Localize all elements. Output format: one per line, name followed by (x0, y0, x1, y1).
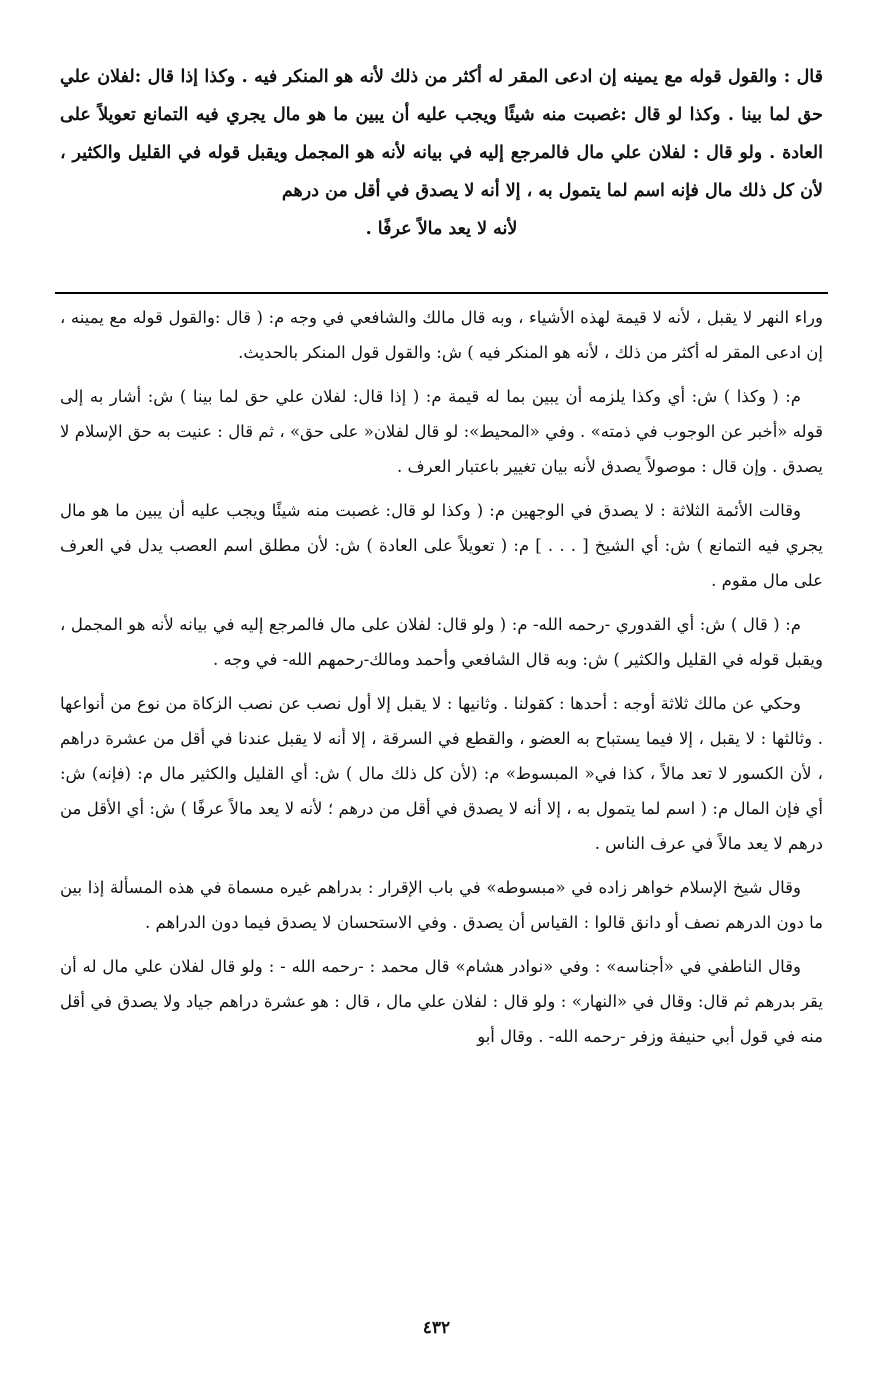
matn-body: قال : والقول قوله مع يمينه إن ادعى المقر له أكثر من ذلك لأنه هو المنكر فيه . وكذا إذا قال :لفلان علي حق لما بينا . وكذا لو قال :غصبت منه شيئًا ويجب عليه أن يبين ما هو مال يجري فيه التمانع تعويلاً على العادة . ولو قال : لفلان علي مال فالمرجع إليه في بيانه لأنه هو المجمل ويقبل قوله في القليل والكثير ، لأن كل ذلك مال فإنه اسم لما يتمول به ، إلا أنه لا يصدق في أقل من درهم (60, 67, 824, 201)
sharh-commentary (60, 300, 823, 1063)
commentary-paragraph-7: وقال الناطفي في «أجناسه» : وفي «نوادر هشام» قال محمد : -رحمه الله - : ولو قال لفلان علي مال له أن يقر بدرهم ثم قال: وقال في «النهار» : ولو قال : لفلان علي مال ، قال : هو عشرة دراهم جياد ولا يصدق في أقل منه في قول أبي حنيفة وزفر -رحمه الله- . وقال أبو (60, 957, 823, 1046)
matn-last-line: لأنه لا يعد مالاً عرفًا . (365, 219, 518, 239)
commentary-paragraph-5: وحكي عن مالك ثلاثة أوجه : أحدها : كقولنا . وثانيها : لا يقبل إلا أول نصب عن نصب الزكاة من نوع من أنواعها . وثالثها : لا يقبل ، إلا فيما يستباح به العضو ، والقطع في السرقة ، إلا أنه لا يقبل عندنا في أقل من عشرة دراهم ، لأن الكسور لا تعد مالاً ، كذا في« المبسوط» م: (لأن كل ذلك مال ) ش: أي القليل والكثير مال م: (فإنه) ش: أي فإن المال م: ( اسم لما يتمول به ، إلا أنه لا يصدق في أقل من درهم ؛ لأنه لا يعد مالاً عرفًا ) ش: أي الأقل من درهم لا يعد مالاً في عرف الناس . (60, 694, 823, 853)
section-divider (55, 292, 828, 294)
commentary-paragraph-6: وقال شيخ الإسلام خواهر زاده في «مبسوطه» في باب الإقرار : بدراهم غيره مسماة في هذه المسألة إذا بين ما دون الدرهم نصف أو دانق قالوا : القياس أن يصدق . وفي الاستحسان لا يصدق فيما دون الدراهم . (60, 878, 823, 932)
commentary-paragraph-3: وقالت الأئمة الثلاثة : لا يصدق في الوجهين م: ( وكذا لو قال: غصبت منه شيئًا ويجب عليه أن يبين ما هو مال يجري فيه التمانع ) ش: أي الشيخ [ . . . ] م: ( تعويلاً على العادة ) ش: لأن مطلق اسم العصب يدل في العرف على مال مقوم . (60, 501, 823, 590)
commentary-paragraph-1: وراء النهر لا يقبل ، لأنه لا قيمة لهذه الأشياء ، وبه قال مالك والشافعي في وجه م: ( قال :والقول قوله مع يمينه ، إن ادعى المقر له أكثر من ذلك ، لأنه هو المنكر فيه ) ش: والقول قول المنكر بالحديث. (60, 308, 823, 362)
commentary-paragraph-2: م: ( وكذا ) ش: أي وكذا يلزمه أن يبين بما له قيمة م: ( إذا قال: لفلان علي حق لما بينا ) ش: أشار به إلى قوله «أخبر عن الوجوب في ذمته» . وفي «المحيط»: لو قال لفلان« على حق» ، ثم قال : عنيت به حق الإسلام لا يصدق . وإن قال : موصولاً يصدق لأنه بيان تغيير باعتبار العرف . (60, 387, 823, 476)
commentary-paragraph-4: م: ( قال ) ش: أي القدوري -رحمه الله- م: ( ولو قال: لفلان على مال فالمرجع إليه في بيانه لأنه هو المجمل ، ويقبل قوله في القليل والكثير ) ش: وبه قال الشافعي وأحمد ومالك-رحمهم الله- في وجه . (60, 615, 823, 669)
page-number: ٤٣٢ (422, 1318, 451, 1338)
matn-main-text (60, 58, 823, 248)
